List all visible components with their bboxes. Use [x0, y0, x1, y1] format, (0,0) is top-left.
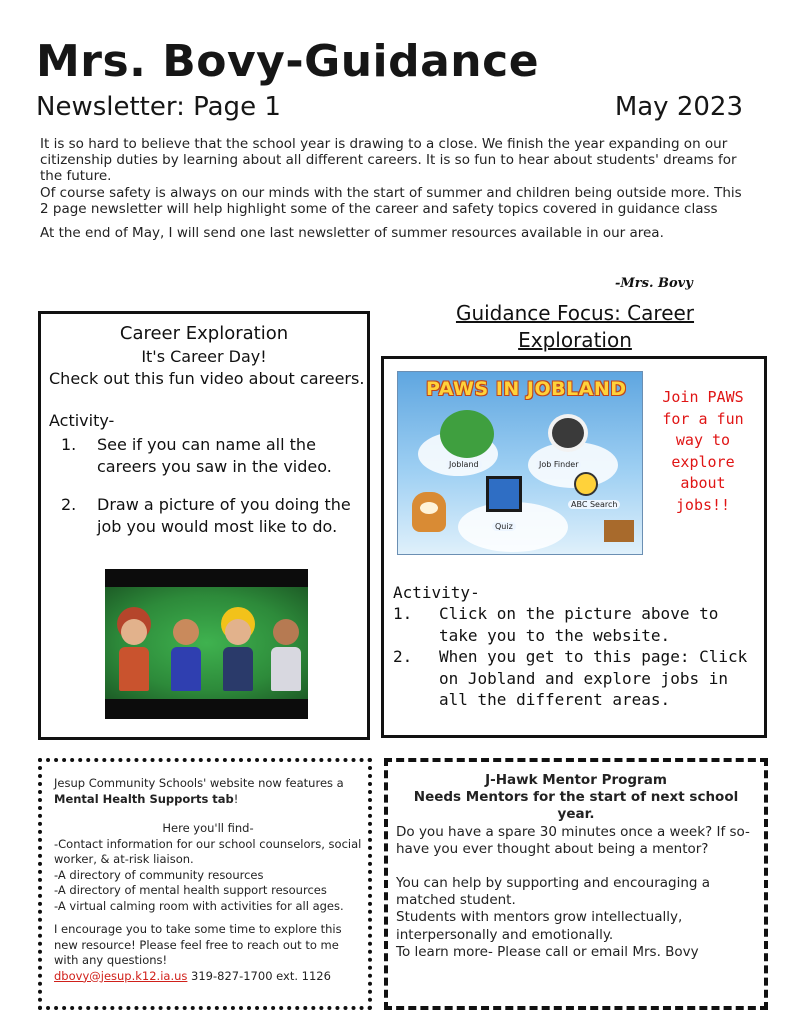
phone-number: 319-827-1700 ext. 1126 — [187, 968, 331, 983]
signature: -Mrs. Bovy — [615, 276, 693, 291]
mentor-paragraph-1: Do you have a spare 30 minutes once a week? If so- have you ever thought about being a mentor? — [396, 823, 750, 857]
quiz-icon — [486, 476, 522, 512]
career-video-thumbnail[interactable] — [105, 569, 308, 719]
paws-activity-list — [393, 603, 763, 711]
jobland-icon — [440, 410, 494, 458]
intro-paragraph-2: Of course safety is always on our minds with the start of summer and children being outside more. This 2 page newsletter will help highlight some of the career and safety topics covered in guidance class — [40, 184, 742, 217]
newsletter-subtitle: Newsletter: Page 1 — [36, 92, 281, 122]
find-label: Here you'll find- — [162, 821, 254, 835]
kid-doctor-figure — [269, 619, 303, 691]
career-box-text: Check out this fun video about careers. — [49, 369, 365, 388]
newsletter-date: May 2023 — [614, 92, 743, 122]
paws-box — [381, 356, 767, 738]
paws-in-jobland-link-image[interactable] — [397, 371, 643, 555]
paws-activity-label: Activity- — [393, 583, 480, 602]
guidance-focus-heading: Guidance Focus: Career Exploration — [455, 301, 695, 352]
abc-search-label: ABC Search — [568, 500, 620, 509]
career-activity-label: Activity- — [49, 411, 115, 430]
mentor-paragraph-3: Students with mentors grow intellectually, interpersonally and emotionally. — [396, 909, 683, 943]
mentor-paragraph-4: To learn more- Please call or email Mrs. Bovy — [396, 943, 699, 960]
paws-dog-icon — [412, 492, 446, 532]
resource-item: -A directory of mental health support resources — [54, 883, 327, 897]
join-paws-text: Join PAWS for a fun way to explore about jobs!! — [662, 388, 744, 514]
career-box-heading: Career Exploration — [119, 323, 289, 344]
intro-paragraph-1: It is so hard to believe that the school year is drawing to a close. We finish the year expanding on our citizenship duties by learning about all different careers. It is so fun to hear about students' dreams for the future. — [40, 136, 737, 185]
career-exploration-box — [38, 311, 370, 740]
resource-item: -A virtual calming room with activities for all ages. — [54, 898, 344, 913]
kid-police-figure — [169, 619, 203, 691]
career-activity-list — [53, 434, 367, 538]
newsletter-title: Mrs. Bovy-Guidance — [36, 36, 540, 87]
career-box-subheading: It's Career Day! — [141, 347, 267, 366]
mentor-title: J-Hawk Mentor Program — [485, 772, 667, 788]
intro-section — [40, 136, 752, 241]
mentor-subtitle: Needs Mentors for the start of next school year. — [413, 789, 739, 823]
paws-banner: PAWS IN JOBLAND — [426, 378, 627, 400]
list-item: 1. Click on the picture above to take you to the website. — [393, 604, 719, 645]
resource-item: -Contact information for our school counselors, social worker, & at-risk liaison. — [54, 836, 362, 866]
mental-health-closing: I encourage you to take some time to explore this new resource! Please feel free to reach out to me with any questions! — [54, 922, 342, 967]
email-link[interactable]: dbovy@jesup.k12.ia.us — [54, 968, 188, 983]
list-item: 2. Draw a picture of you doing the job you would most like to do. — [61, 495, 351, 536]
doghouse-icon — [604, 520, 634, 542]
mentor-paragraph-2: You can help by supporting and encouraging a matched student. — [396, 875, 711, 909]
abc-search-icon — [574, 472, 598, 496]
list-item: 1. See if you can name all the careers you saw in the video. — [61, 435, 332, 476]
job-finder-icon — [548, 414, 588, 452]
kid-cowboy-figure — [117, 619, 151, 691]
mentor-program-box — [384, 758, 768, 1010]
kid-builder-figure — [221, 619, 255, 691]
mental-health-tab-name: Mental Health Supports tab — [54, 791, 234, 806]
job-finder-label: Job Finder — [536, 460, 581, 469]
list-item: 2. When you get to this page: Click on Jobland and explore jobs in all the different areas. — [393, 647, 748, 709]
intro-paragraph-3: At the end of May, I will send one last newsletter of summer resources available in our area. — [40, 225, 664, 242]
mental-health-intro: Jesup Community Schools' website now features a Mental Health Supports tab! — [54, 776, 344, 806]
quiz-label: Quiz — [492, 522, 516, 531]
contact-line — [54, 969, 362, 985]
resource-item: -A directory of community resources — [54, 867, 264, 882]
video-scene — [105, 587, 308, 699]
jobland-label: Jobland — [446, 460, 482, 469]
mental-health-box — [38, 758, 372, 1010]
